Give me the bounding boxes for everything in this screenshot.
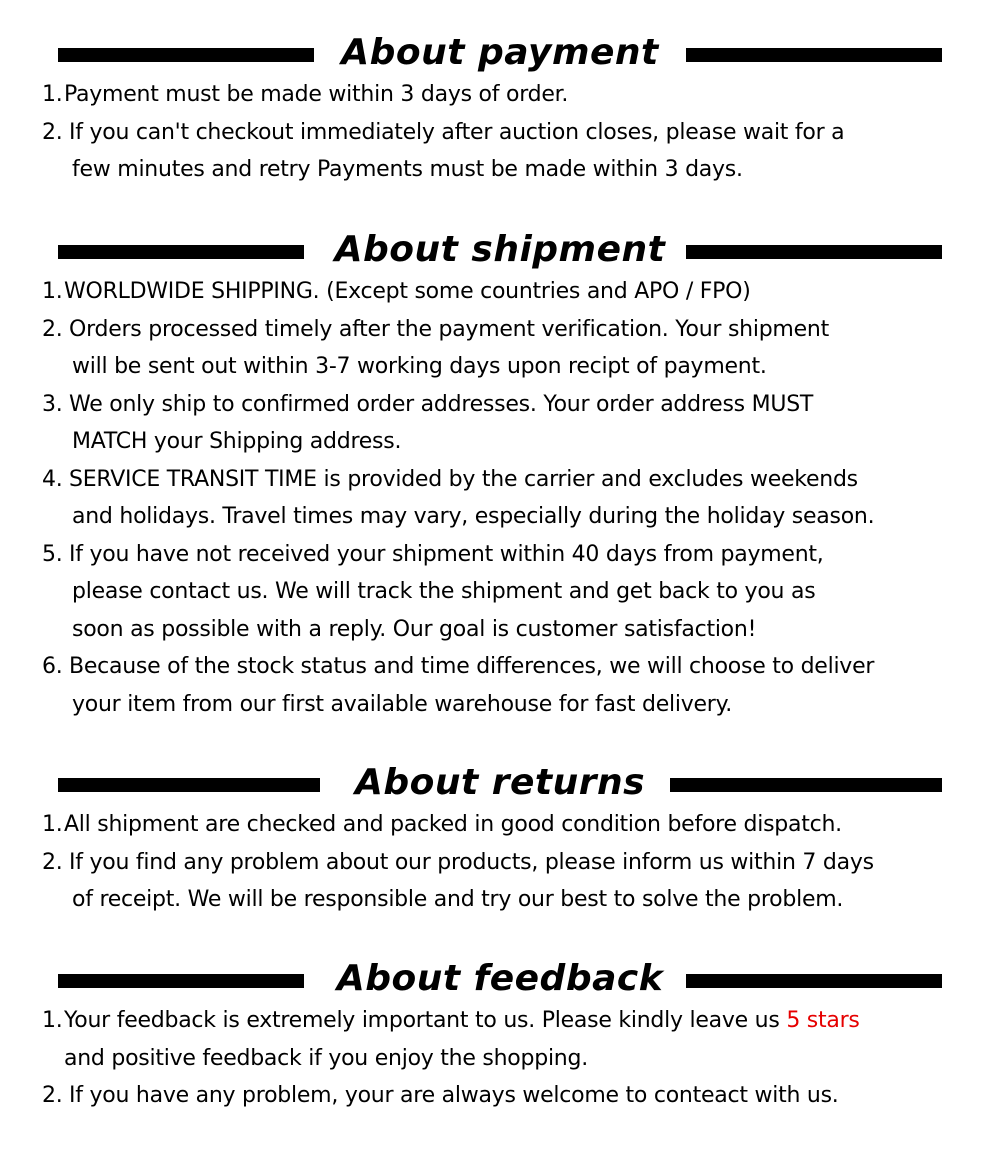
feedback-heading: About feedback (336, 958, 664, 999)
list-item (0, 806, 1000, 844)
payment-section (0, 26, 1000, 189)
five-stars-highlight: 5 stars (786, 1008, 860, 1033)
item-text: Because of the stock status and time differences, we will choose to deliver (69, 654, 875, 679)
item-text (0, 1002, 1000, 1040)
list-item (0, 648, 1000, 723)
item-text-continued: and positive feedback if you enjoy the shopping. (64, 1045, 588, 1071)
list-item (0, 1002, 1000, 1077)
shipment-heading: About shipment (334, 229, 666, 270)
item-text-continued: and holidays. Travel times may vary, especially during the holiday season. (72, 504, 875, 529)
list-item (0, 536, 1000, 649)
feedback-heading-row (0, 952, 1000, 1006)
shipment-heading-row (0, 223, 1000, 277)
item-number: 1. (42, 279, 63, 304)
item-number: 1. (42, 1008, 63, 1033)
item-text-continued: your item from our first available warehouse for fast delivery. (72, 691, 732, 717)
item-text-continued: will be sent out within 3-7 working days upon recipt of payment. (72, 354, 767, 379)
item-text: WORLDWIDE SHIPPING. (Except some countries and APO / FPO) (64, 279, 751, 304)
item-number: 4. (42, 466, 63, 492)
item-text: Orders processed timely after the payment verification. Your shipment (69, 316, 829, 342)
item-text: SERVICE TRANSIT TIME is provided by the carrier and excludes weekends (69, 466, 858, 492)
item-text: Payment must be made within 3 days of order. (64, 82, 569, 107)
item-text: If you have any problem, your are always welcome to conteact with us. (69, 1083, 839, 1108)
item-text: All shipment are checked and packed in good condition before dispatch. (64, 812, 842, 837)
payment-list (0, 76, 1000, 189)
item-text: If you find any problem about our products, please inform us within 7 days (69, 849, 874, 875)
item-number: 3. (42, 391, 63, 417)
item-number: 1. (42, 812, 63, 837)
list-item (0, 461, 1000, 536)
shipment-list (0, 273, 1000, 723)
list-item (0, 844, 1000, 919)
item-number: 6. (42, 654, 63, 679)
feedback-list (0, 1002, 1000, 1115)
item-number: 2. (42, 849, 63, 875)
item-text-continued: please contact us. We will track the shipment and get back to you as (72, 579, 816, 604)
list-item (0, 311, 1000, 386)
list-item (0, 386, 1000, 461)
feedback-section (0, 952, 1000, 1115)
item-number: 1. (42, 82, 63, 107)
returns-heading: About returns (354, 762, 646, 803)
item-text-continued: of receipt. We will be responsible and try our best to solve the problem. (72, 887, 844, 912)
item-number: 2. (42, 316, 63, 342)
shipment-section (0, 223, 1000, 723)
returns-heading-row (0, 756, 1000, 810)
item-number: 5. (42, 541, 63, 567)
item-number: 2. (42, 119, 63, 145)
returns-section (0, 756, 1000, 919)
item-text: If you have not received your shipment within 40 days from payment, (69, 541, 824, 567)
item-text-continued: MATCH your Shipping address. (72, 429, 402, 454)
payment-heading-row (0, 26, 1000, 80)
item-text-before-highlight: Your feedback is extremely important to us. Please kindly leave us (64, 1008, 787, 1033)
payment-heading: About payment (341, 32, 659, 73)
item-text-continued: soon as possible with a reply. Our goal is customer satisfaction! (72, 616, 757, 642)
list-item (0, 114, 1000, 189)
item-number: 2. (42, 1083, 63, 1108)
item-text: We only ship to confirmed order addresses. Your order address MUST (69, 391, 814, 417)
returns-list (0, 806, 1000, 919)
list-item (0, 76, 1000, 114)
list-item (0, 273, 1000, 311)
list-item (0, 1077, 1000, 1115)
item-text-continued: few minutes and retry Payments must be made within 3 days. (72, 157, 743, 182)
item-text: If you can't checkout immediately after auction closes, please wait for a (69, 119, 845, 145)
